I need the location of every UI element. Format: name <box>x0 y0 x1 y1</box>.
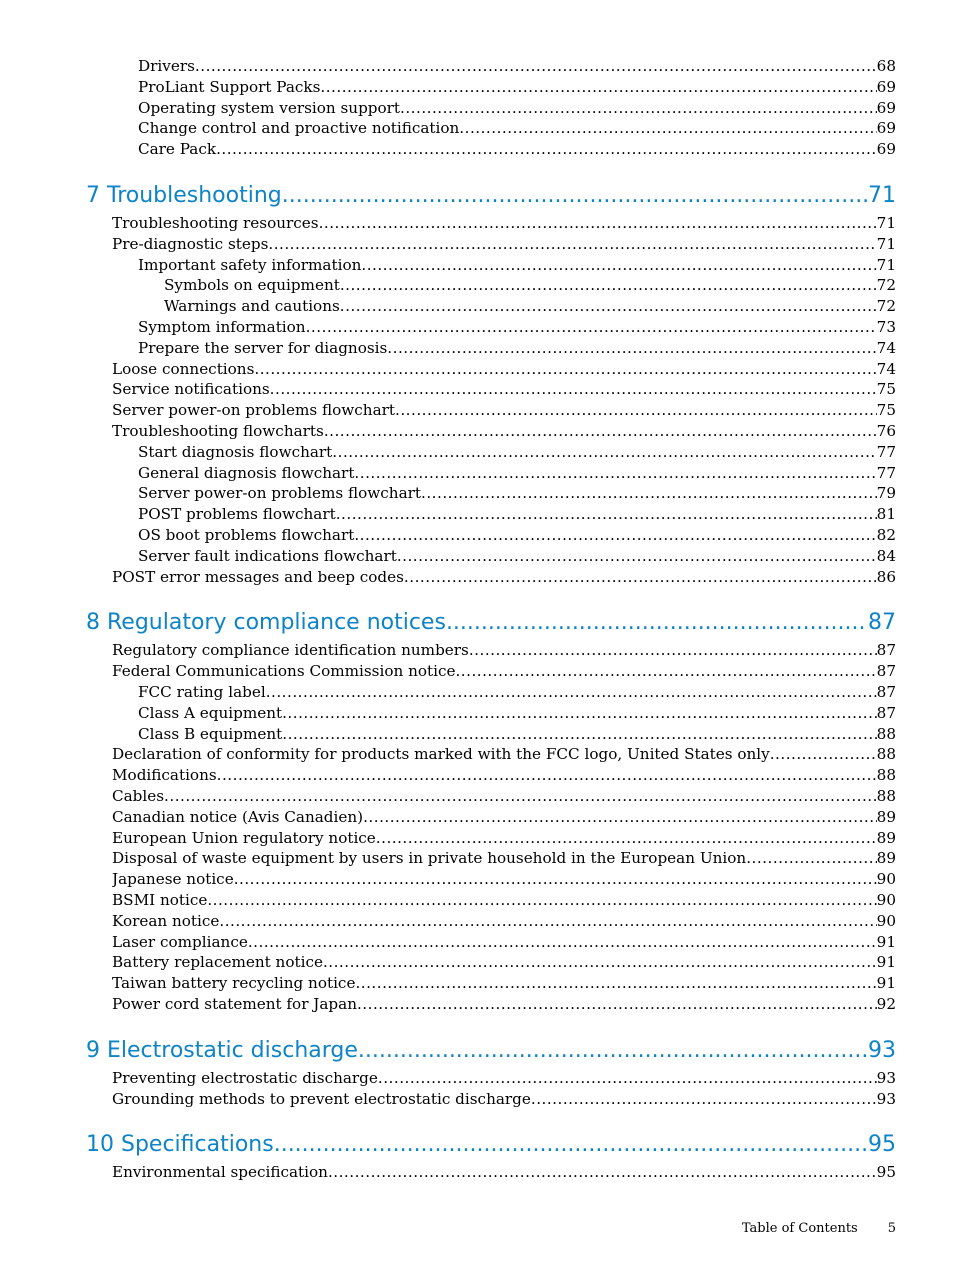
toc-entry-title: Cables <box>112 787 165 805</box>
toc-chapter-heading[interactable] <box>86 608 896 638</box>
toc-entry[interactable] <box>138 317 896 338</box>
toc-leader-dots <box>469 640 877 661</box>
toc-entry-page: 72 <box>876 297 896 316</box>
toc-leader-dots <box>274 1130 868 1160</box>
toc-leader-dots <box>400 98 877 119</box>
toc-chapter-heading[interactable] <box>86 1130 896 1160</box>
toc-entry[interactable] <box>138 139 896 160</box>
toc-entry[interactable] <box>138 442 896 463</box>
toc-entry[interactable] <box>112 1089 896 1110</box>
toc-entry-page: 91 <box>876 932 896 951</box>
toc-leader-dots <box>217 765 877 786</box>
toc-entry-page: 87 <box>876 683 896 701</box>
toc-entry-title: Regulatory compliance identification numbers <box>112 641 469 660</box>
toc-leader-dots <box>363 807 877 828</box>
toc-entry-page: 87 <box>876 662 896 681</box>
toc-entry-page: 91 <box>876 974 896 993</box>
toc-entry-page: 82 <box>876 526 896 544</box>
toc-entry[interactable] <box>138 98 896 119</box>
toc-entry[interactable] <box>164 296 896 317</box>
toc-leader-dots <box>332 442 876 463</box>
toc-leader-dots <box>270 379 877 400</box>
toc-entry[interactable] <box>112 828 896 849</box>
toc-entry-page: 69 <box>876 98 896 117</box>
toc-chapter-title: 8 Regulatory compliance notices <box>86 610 446 636</box>
toc-entry[interactable] <box>138 56 896 77</box>
toc-entry-title: Important safety information <box>138 255 362 274</box>
toc-entry[interactable] <box>138 338 896 359</box>
toc-leader-dots <box>770 744 877 765</box>
toc-entry-title: OS boot problems flowchart <box>138 526 355 544</box>
toc-entry-page: 75 <box>876 380 896 399</box>
toc-chapter-heading[interactable] <box>86 181 896 211</box>
toc-entry-page: 88 <box>876 724 896 743</box>
toc-entry-title: Service notifications <box>112 380 270 399</box>
toc-entry[interactable] <box>112 848 896 869</box>
toc-entry[interactable] <box>138 703 896 724</box>
toc-entry-title: Class A equipment <box>138 703 283 722</box>
toc-entry[interactable] <box>112 661 896 682</box>
toc-entry-title: Server power-on problems flowchart <box>112 401 396 420</box>
toc-leader-dots <box>306 317 877 338</box>
toc-leader-dots <box>459 118 876 139</box>
toc-entry-title: Start diagnosis flowchart <box>138 442 333 461</box>
toc-leader-dots <box>404 567 877 588</box>
toc-entry-title: Disposal of waste equipment by users in private household in the European Union <box>112 849 747 868</box>
toc-leader-dots <box>282 181 868 211</box>
toc-leader-dots <box>455 661 876 682</box>
toc-leader-dots <box>248 932 877 953</box>
toc-entry[interactable] <box>164 275 896 296</box>
toc-entry[interactable] <box>112 952 896 973</box>
toc-entry-page: 89 <box>876 849 896 868</box>
toc-leader-dots <box>340 296 877 317</box>
toc-leader-dots <box>354 525 876 546</box>
toc-entry-page: 88 <box>876 766 896 785</box>
toc-entry-page: 88 <box>876 745 896 764</box>
toc-entry-title: Taiwan battery recycling notice <box>112 974 356 993</box>
toc-leader-dots <box>234 869 877 890</box>
toc-entry[interactable] <box>112 869 896 890</box>
toc-leader-dots <box>282 703 877 724</box>
toc-leader-dots <box>207 890 876 911</box>
toc-entry-page: 90 <box>876 891 896 909</box>
toc-leader-dots <box>328 1162 877 1183</box>
toc-leader-dots <box>319 213 877 234</box>
toc-entry-page: 93 <box>876 1089 896 1108</box>
toc-leader-dots <box>354 463 876 484</box>
toc-leader-dots <box>421 483 877 504</box>
toc-leader-dots <box>323 952 877 973</box>
toc-entry-title: Pre-diagnostic steps <box>112 234 269 253</box>
toc-entry-page: 75 <box>876 401 896 420</box>
toc-leader-dots <box>531 1089 877 1110</box>
toc-leader-dots <box>324 421 877 442</box>
toc-entry[interactable] <box>112 786 896 807</box>
toc-entry-title: Canadian notice (Avis Canadien) <box>112 807 364 826</box>
toc-entry-page: 71 <box>876 255 896 274</box>
toc-entry[interactable] <box>138 546 896 567</box>
toc-leader-dots <box>282 724 876 745</box>
toc-entry[interactable] <box>112 379 896 400</box>
page-footer <box>742 1221 896 1236</box>
toc-entry[interactable] <box>112 932 896 953</box>
toc-entry-title: Troubleshooting resources <box>112 214 319 232</box>
toc-entry-title: Declaration of conformity for products marked with the FCC logo, United States only <box>112 745 770 764</box>
toc-entry-page: 91 <box>876 953 896 972</box>
toc-leader-dots <box>164 786 877 807</box>
toc-entry-title: POST error messages and beep codes <box>112 567 404 586</box>
toc-entry-page: 90 <box>876 911 896 930</box>
toc-leader-dots <box>361 255 876 276</box>
toc-chapter-page: 87 <box>868 610 896 636</box>
toc-entry-title: Symptom information <box>138 318 306 336</box>
toc-entry-page: 71 <box>876 234 896 253</box>
toc-entry-title: Warnings and cautions <box>164 297 340 316</box>
footer-page-number: 5 <box>887 1221 896 1236</box>
toc-entry-page: 92 <box>876 995 896 1013</box>
toc-entry[interactable] <box>112 973 896 994</box>
toc-leader-dots <box>320 77 876 98</box>
toc-entry-title: Symbols on equipment <box>164 276 340 295</box>
toc-entry[interactable] <box>112 1068 896 1089</box>
toc-entry[interactable] <box>112 213 896 234</box>
toc-entry-title: Preventing electrostatic discharge <box>112 1068 378 1087</box>
toc-leader-dots <box>378 1068 877 1089</box>
toc-entry-page: 77 <box>876 442 896 461</box>
toc-leader-dots <box>254 359 876 380</box>
toc-leader-dots <box>195 56 877 77</box>
toc-chapter-title: 9 Electrostatic discharge <box>86 1037 358 1063</box>
toc-leader-dots <box>266 682 877 703</box>
toc-entry[interactable] <box>138 682 896 703</box>
toc-leader-dots <box>336 504 877 525</box>
toc-entry-page: 76 <box>876 422 896 440</box>
toc-entry-page: 74 <box>876 359 896 378</box>
toc-entry-page: 77 <box>876 463 896 482</box>
toc-leader-dots <box>746 848 876 869</box>
toc-entry[interactable] <box>112 400 896 421</box>
toc-entry-title: Japanese notice <box>112 870 234 889</box>
toc-entry-title: Server fault indications flowchart <box>138 546 397 565</box>
toc-entry-title: Troubleshooting flowcharts <box>112 422 324 440</box>
toc-entry-page: 89 <box>876 828 896 847</box>
toc-entry-title: FCC rating label <box>138 683 266 701</box>
toc-entry-page: 88 <box>876 787 896 805</box>
toc-leader-dots <box>216 139 877 160</box>
toc-chapter-heading[interactable] <box>86 1036 896 1066</box>
toc-entry-page: 86 <box>876 567 896 586</box>
toc-entry-page: 69 <box>876 77 896 96</box>
toc-leader-dots <box>395 400 877 421</box>
toc-entry[interactable] <box>138 483 896 504</box>
toc-entry[interactable] <box>112 1162 896 1183</box>
toc-chapter-title: 7 Troubleshooting <box>86 183 282 208</box>
toc-entry-page: 81 <box>876 505 896 524</box>
toc-entry[interactable] <box>138 463 896 484</box>
toc-leader-dots <box>268 234 876 255</box>
toc-entry-page: 89 <box>876 807 896 826</box>
toc-entry-title: European Union regulatory notice <box>112 828 376 847</box>
toc-entry-title: Operating system version support <box>138 98 401 117</box>
toc-entry[interactable] <box>138 255 896 276</box>
toc-entry-title: Class B equipment <box>138 724 283 743</box>
toc-entry-title: Server power-on problems flowchart <box>138 484 422 503</box>
footer-label: Table of Contents <box>741 1221 858 1236</box>
toc-entry-title: Korean notice <box>112 911 220 930</box>
toc-leader-dots <box>446 608 868 638</box>
toc-entry-title: Environmental specification <box>112 1163 328 1182</box>
toc-chapter-page: 95 <box>868 1132 896 1158</box>
toc-chapter-page: 71 <box>868 183 896 208</box>
toc-entry[interactable] <box>112 911 896 932</box>
toc-entry-title: BSMI notice <box>112 891 208 909</box>
toc-chapter-title: 10 Specifications <box>86 1132 274 1158</box>
toc-entry-title: Federal Communications Commission notice <box>112 662 456 681</box>
toc-entry-title: Loose connections <box>112 359 255 378</box>
toc-entry-title: Battery replacement notice <box>112 953 323 972</box>
toc-entry[interactable] <box>112 567 896 588</box>
toc-entry[interactable] <box>112 744 896 765</box>
toc-leader-dots <box>340 275 877 296</box>
toc-entry[interactable] <box>138 525 896 546</box>
toc-chapter-page: 93 <box>868 1037 896 1063</box>
toc-entry-page: 90 <box>876 870 896 889</box>
toc-entry-title: Laser compliance <box>112 932 248 951</box>
toc-leader-dots <box>355 973 876 994</box>
toc-entry[interactable] <box>112 421 896 442</box>
toc-entry-title: General diagnosis flowchart <box>138 463 355 482</box>
toc-entry-title: ProLiant Support Packs <box>138 77 321 96</box>
toc-leader-dots <box>357 994 877 1015</box>
toc-entry-page: 95 <box>876 1163 896 1182</box>
toc-entry[interactable] <box>112 807 896 828</box>
toc-entry-page: 71 <box>876 214 896 232</box>
toc-entry[interactable] <box>138 504 896 525</box>
toc-entry[interactable] <box>112 994 896 1015</box>
toc-entry-page: 87 <box>876 641 896 660</box>
toc-entry-page: 69 <box>876 140 896 159</box>
toc-entry-page: 73 <box>876 318 896 336</box>
toc-entry-page: 72 <box>876 276 896 295</box>
toc-entry[interactable] <box>112 640 896 661</box>
toc-entry-page: 68 <box>876 57 896 75</box>
toc-entry[interactable] <box>112 359 896 380</box>
toc-entry-title: Modifications <box>112 766 217 785</box>
toc-entry-title: Change control and proactive notification <box>138 119 460 138</box>
toc-entry[interactable] <box>138 724 896 745</box>
toc-leader-dots <box>376 828 877 849</box>
toc-entry-page: 69 <box>876 119 896 138</box>
toc-entry-page: 87 <box>876 703 896 722</box>
toc-entry[interactable] <box>112 765 896 786</box>
toc-leader-dots <box>397 546 877 567</box>
toc-entry-title: Prepare the server for diagnosis <box>138 338 388 357</box>
toc-entry-title: Care Pack <box>138 140 217 159</box>
toc-entry-title: Power cord statement for Japan <box>112 995 357 1013</box>
toc-entry-title: Drivers <box>138 57 195 75</box>
toc-entry[interactable] <box>112 234 896 255</box>
toc-leader-dots <box>387 338 876 359</box>
toc-leader-dots <box>358 1036 868 1066</box>
toc-entry-title: POST problems flowchart <box>138 505 336 524</box>
toc-entry-page: 93 <box>876 1068 896 1087</box>
toc-entry[interactable] <box>138 118 896 139</box>
toc-entry-page: 79 <box>876 484 896 503</box>
toc-entry-page: 74 <box>876 338 896 357</box>
toc-entry[interactable] <box>138 77 896 98</box>
toc-entry[interactable] <box>112 890 896 911</box>
toc-leader-dots <box>219 911 876 932</box>
toc-entry-page: 84 <box>876 546 896 565</box>
toc-entry-title: Grounding methods to prevent electrostatic discharge <box>112 1089 531 1108</box>
